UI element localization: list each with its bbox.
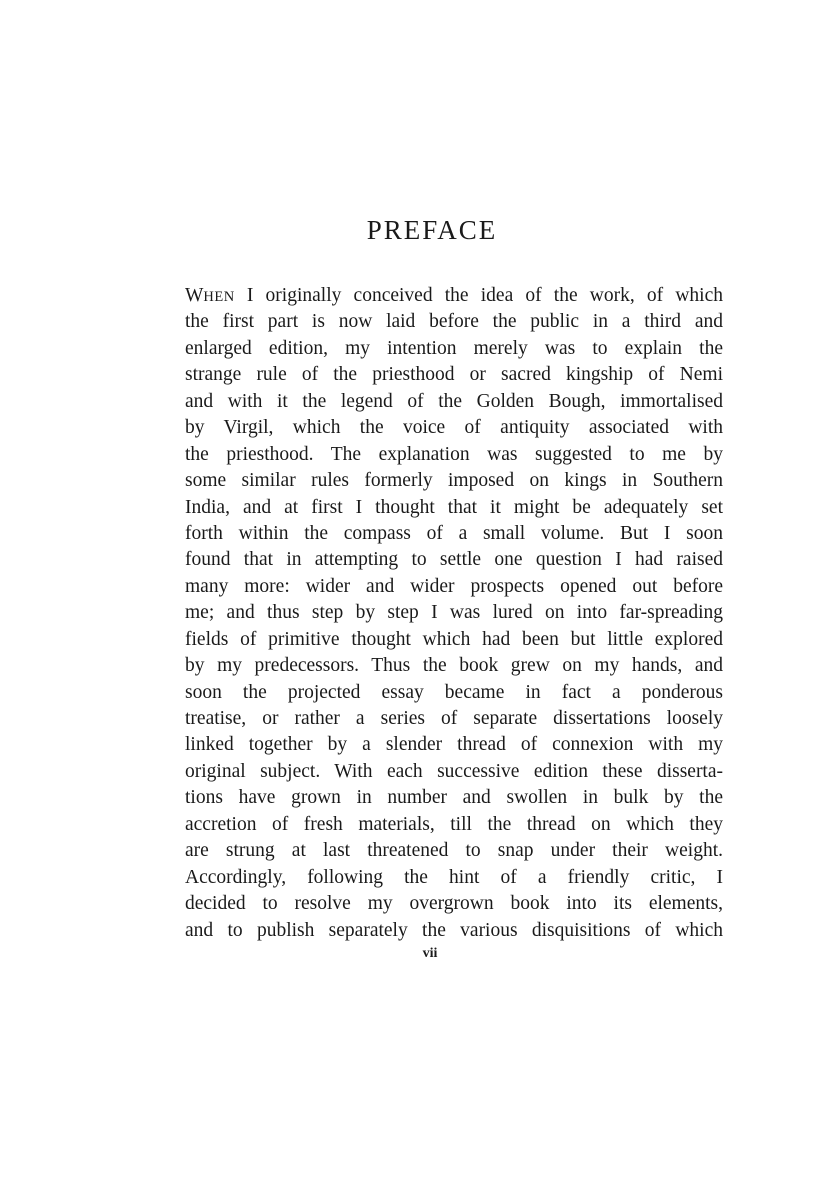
text-line-25: and to publish separately the various disquisitions of which <box>185 919 723 941</box>
text-line-7: the priesthood. The explanation was suggested to me by <box>185 443 723 465</box>
text-line-21: accretion of fresh materials, till the thread on which they <box>185 813 723 835</box>
text-line-18: linked together by a slender thread of connexion with my <box>185 734 723 756</box>
text-line-2: the first part is now laid before the public in a third and <box>185 311 723 333</box>
page-title: PREFACE <box>366 215 498 245</box>
text-line-5: and with it the legend of the Golden Bough, immortalised <box>185 390 723 412</box>
opening-word-lead: W <box>185 285 204 306</box>
text-line-13: me; and thus step by step I was lured on into far-spreading <box>185 602 723 624</box>
text-line-1-rest: I originally conceived the idea of the work, of which <box>234 285 723 306</box>
text-line-1 <box>185 283 723 309</box>
text-line-9: India, and at first I thought that it might be adequately set <box>185 496 723 518</box>
text-line-3: enlarged edition, my intention merely was to explain the <box>185 337 723 359</box>
text-line-17: treatise, or rather a series of separate dissertations loosely <box>185 708 723 729</box>
text-line-19: original subject. With each successive edition these disserta- <box>185 760 723 782</box>
text-line-12: many more: wider and wider prospects opened out before <box>185 575 723 597</box>
text-line-24: decided to resolve my overgrown book into its elements, <box>185 893 723 915</box>
text-line-16: soon the projected essay became in fact a ponderous <box>185 681 723 703</box>
text-line-8: some similar rules formerly imposed on kings in Southern <box>185 470 723 492</box>
preface-body <box>185 283 723 944</box>
text-line-20: tions have grown in number and swollen in bulk by the <box>185 787 723 809</box>
text-line-14: fields of primitive thought which had been but little explored <box>185 628 723 650</box>
text-line-4: strange rule of the priesthood or sacred kingship of Nemi <box>185 364 723 386</box>
text-line-10: forth within the compass of a small volume. But I soon <box>185 522 723 544</box>
page-number: vii <box>422 946 438 961</box>
text-line-11: found that in attempting to settle one question I had raised <box>185 549 723 571</box>
text-line-22: are strung at last threatened to snap under their weight. <box>185 840 723 862</box>
text-line-23: Accordingly, following the hint of a friendly critic, I <box>185 866 723 888</box>
text-line-6: by Virgil, which the voice of antiquity associated with <box>185 417 723 439</box>
text-line-15: by my predecessors. Thus the book grew on my hands, and <box>185 655 723 677</box>
opening-word-rest: HEN <box>203 289 235 305</box>
